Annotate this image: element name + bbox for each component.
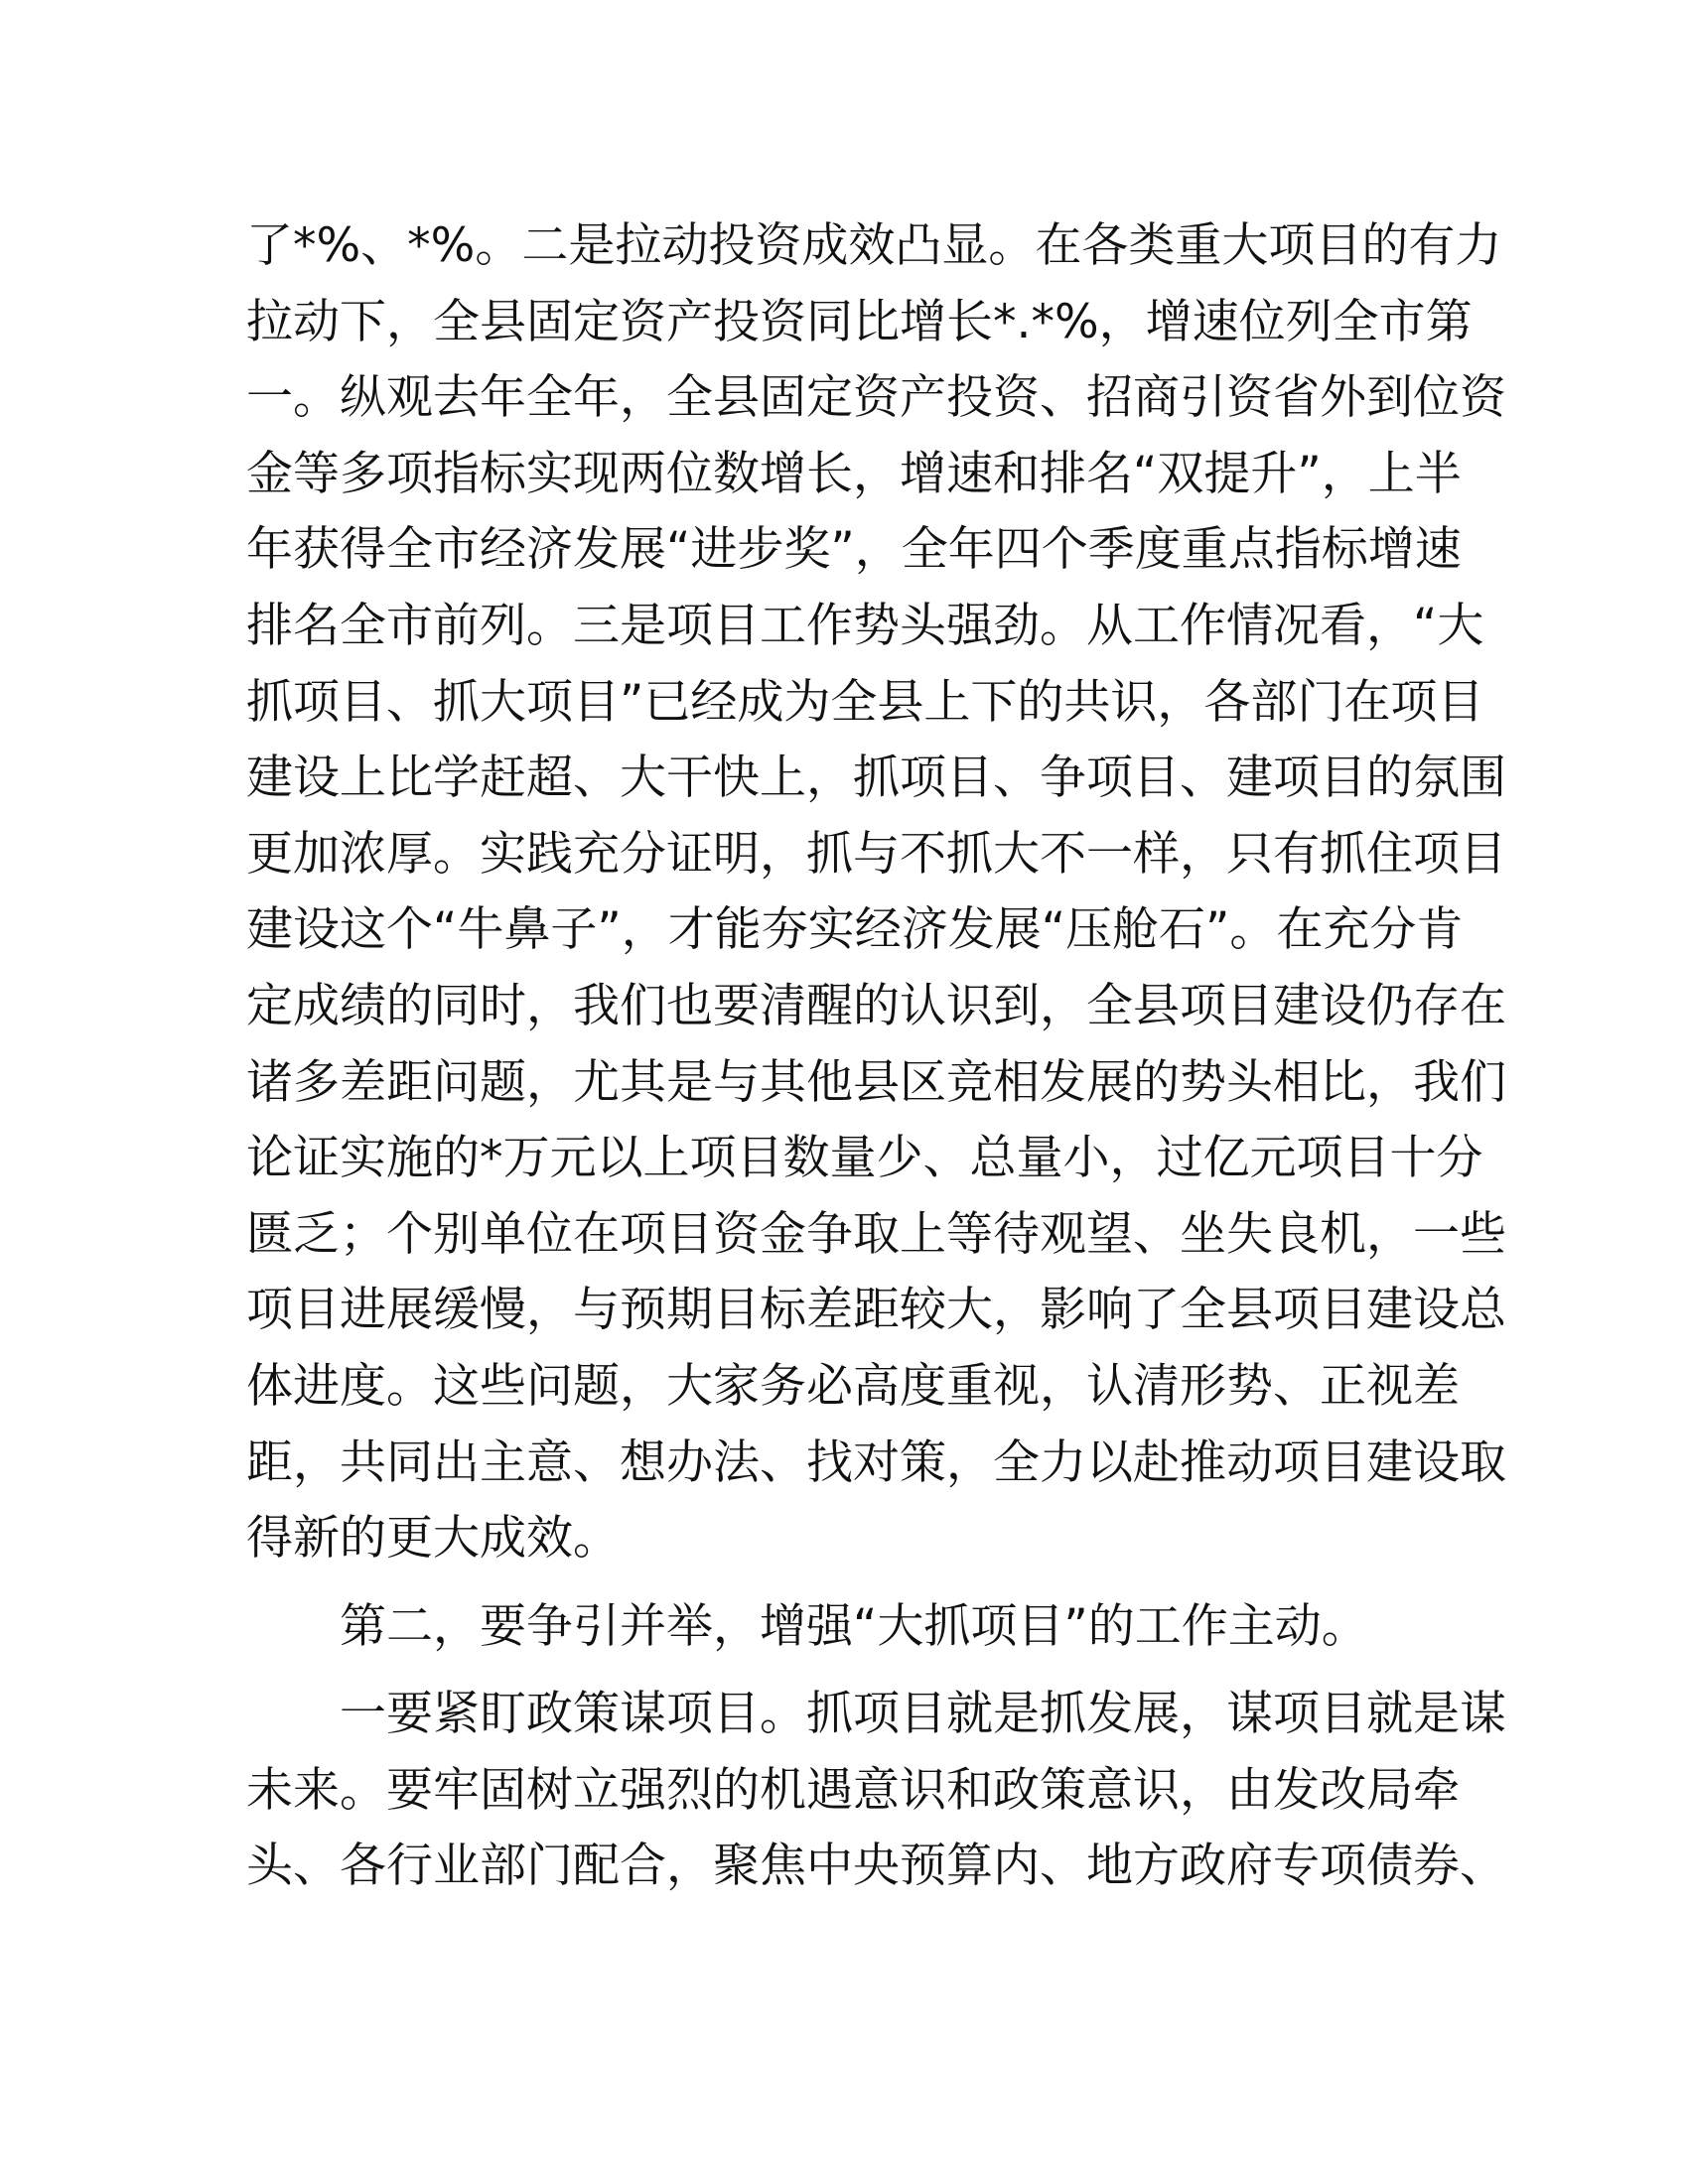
- text-line: 得新的更大成效。: [246, 1511, 620, 1567]
- text-line: 更加浓厚。实践充分证明，抓与不抓大不一样，只有抓住项目: [246, 826, 1506, 882]
- text-line: 距，共同出主意、想办法、找对策，全力以赴推动项目建设取: [246, 1434, 1506, 1490]
- document-body: [246, 208, 1506, 1905]
- text-line: 匮乏；个别单位在项目资金争取上等待观望、坐失良机，一些: [246, 1206, 1506, 1262]
- paragraph-gap: [246, 1665, 1438, 1677]
- text-line: 建设上比学赶超、大干快上，抓项目、争项目、建项目的氛围: [246, 751, 1506, 806]
- paragraph-gap: [246, 1577, 1438, 1589]
- paragraph-1: [246, 208, 1506, 1577]
- text-line: 论证实施的*万元以上项目数量少、总量小，过亿元项目十分: [246, 1131, 1483, 1186]
- text-line: 一要紧盯政策谋项目。抓项目就是抓发展，谋项目就是谋: [340, 1687, 1506, 1742]
- text-line: 诸多差距问题，尤其是与其他县区竞相发展的势头相比，我们: [246, 1054, 1506, 1110]
- section-heading: [246, 1589, 1438, 1666]
- text-line: 抓项目、抓大项目”已经成为全县上下的共识，各部门在项目: [246, 674, 1484, 730]
- text-line: 拉动下，全县固定资产投资同比增长*.*%，增速位列全市第: [246, 294, 1473, 349]
- text-line: 项目进展缓慢，与预期目标差距较大，影响了全县项目建设总: [246, 1283, 1506, 1338]
- text-line: 排名全市前列。三是项目工作势头强劲。从工作情况看，“大: [246, 598, 1484, 653]
- text-line: 体进度。这些问题，大家务必高度重视，认清形势、正视差: [246, 1358, 1460, 1414]
- text-line: 一。纵观去年全年，全县固定资产投资、招商引资省外到位资: [246, 370, 1506, 426]
- text-line: 年获得全市经济发展“进步奖”，全年四个季度重点指标增速: [246, 522, 1462, 578]
- text-line: 头、各行业部门配合，聚焦中央预算内、地方政府专项债券、: [246, 1839, 1506, 1894]
- text-line: 建设这个“牛鼻子”，才能夯实经济发展“压舱石”。在充分肯: [246, 902, 1464, 958]
- heading-line: 第二，要争引并举，增强“大抓项目”的工作主动。: [340, 1598, 1368, 1654]
- text-line: 了*%、*%。二是拉动投资成效凸显。在各类重大项目的有力: [246, 218, 1502, 273]
- text-line: 金等多项指标实现两位数增长，增速和排名“双提升”，上半: [246, 446, 1462, 501]
- text-line: 未来。要牢固树立强烈的机遇意识和政策意识，由发改局牵: [246, 1762, 1460, 1818]
- text-line: 定成绩的同时，我们也要清醒的认识到，全县项目建设仍存在: [246, 978, 1506, 1033]
- paragraph-3: [246, 1677, 1506, 1905]
